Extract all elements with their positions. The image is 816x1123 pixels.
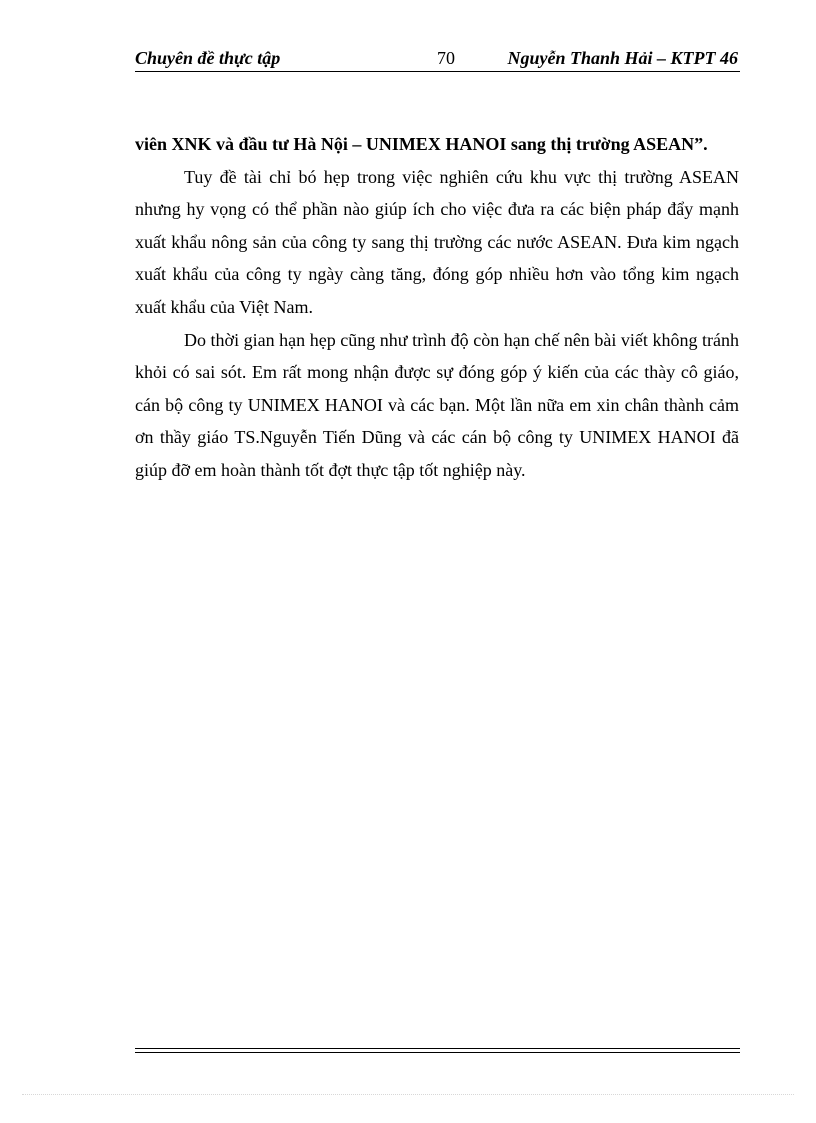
header-divider [135, 71, 740, 72]
body-text [135, 128, 739, 487]
page-number: 70 [437, 48, 455, 68]
page-header [135, 48, 740, 72]
page-edge-line [22, 1094, 794, 1095]
header-title: Chuyên đề thực tập [135, 48, 281, 68]
paragraph-scope: Tuy đề tài chỉ bó hẹp trong việc nghiên cứu khu vực thị trường ASEAN nhưng hy vọng có thể phần nào giúp ích cho việc đưa ra các biện pháp đẩy mạnh xuất khẩu nông sản của công ty sang thị trường các nước ASEAN. Đưa kim ngạch xuất khẩu của công ty ngày càng tăng, đóng góp nhiều hơn vào tổng kim ngạch xuất khẩu của Việt Nam. [135, 166, 739, 317]
paragraph-title-continuation: viên XNK và đầu tư Hà Nội – UNIMEX HANOI sang thị trường ASEAN”. [135, 134, 708, 154]
paragraph-acknowledgement: Do thời gian hạn hẹp cũng như trình độ còn hạn chế nên bài viết không tránh khỏi có sai sót. Em rất mong nhận được sự đóng góp ý kiến của các thày cô giáo, cán bộ công ty UNIMEX HANOI và các bạn. Một lần nữa em xin chân thành cảm ơn thầy giáo TS.Nguyễn Tiến Dũng và các cán bộ công ty UNIMEX HANOI đã giúp đỡ em hoàn thành tốt đợt thực tập tốt nghiệp này. [135, 329, 739, 480]
header-author: Nguyễn Thanh Hải – KTPT 46 [507, 48, 738, 68]
footer-divider [135, 1048, 740, 1053]
